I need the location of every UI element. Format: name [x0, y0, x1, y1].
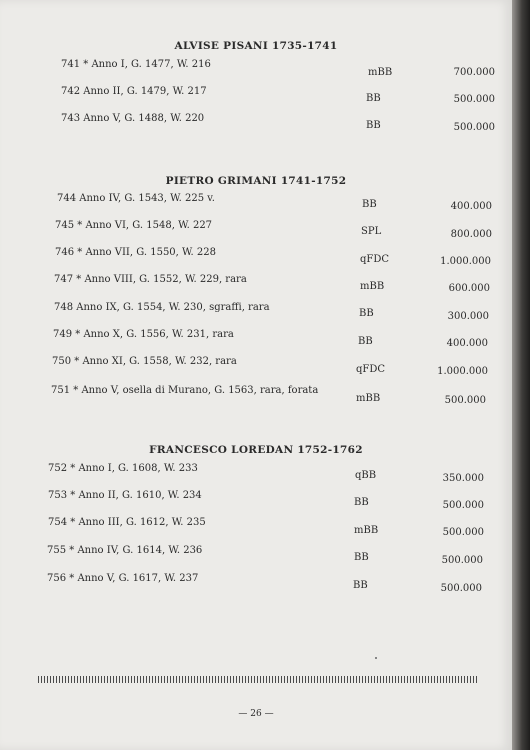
barcode-rule: [38, 676, 478, 683]
lot-price: 1.000.000: [437, 366, 488, 377]
lot-row: [0, 59, 512, 78]
lot-row: [0, 356, 512, 377]
lot-price: 500.000: [444, 395, 486, 406]
lot-grade: BB: [353, 580, 368, 591]
lot-grade: qFDC: [360, 254, 390, 265]
section-title: ALVISE PISANI 1735-1741: [174, 40, 338, 52]
lot-description: 743 Anno V, G. 1488, W. 220: [61, 113, 205, 124]
lot-price: 400.000: [446, 338, 488, 349]
section-title: FRANCESCO LOREDAN 1752-1762: [149, 444, 363, 456]
lot-row: [0, 385, 512, 406]
lot-row: [0, 573, 512, 594]
lot-row: [0, 274, 512, 294]
lot-grade: qFDC: [356, 364, 386, 375]
lot-grade: BB: [354, 552, 369, 563]
lot-price: 500.000: [442, 500, 484, 511]
lot-price: 500.000: [442, 527, 484, 538]
book-spine-shadow: [512, 0, 530, 750]
lot-grade: BB: [366, 120, 381, 131]
lot-grade: mBB: [354, 525, 379, 536]
lot-grade: BB: [358, 336, 373, 347]
lot-grade: SPL: [361, 226, 382, 237]
lot-description: 750 * Anno XI, G. 1558, W. 232, rara: [52, 356, 237, 367]
lot-grade: BB: [359, 308, 374, 319]
lot-row: [0, 490, 512, 511]
lot-grade: BB: [362, 199, 377, 210]
lot-row: [0, 545, 512, 566]
lot-row: [0, 463, 512, 484]
lot-price: 600.000: [448, 283, 490, 294]
page-number: — 26 —: [238, 709, 274, 719]
lot-description: 741 * Anno I, G. 1477, W. 216: [61, 59, 211, 70]
lot-price: 800.000: [450, 229, 492, 240]
lot-row: [0, 302, 512, 322]
lot-description: 745 * Anno VI, G. 1548, W. 227: [55, 220, 213, 231]
lot-row: [0, 247, 512, 267]
lot-grade: BB: [354, 497, 369, 508]
lot-description: 742 Anno II, G. 1479, W. 217: [61, 86, 207, 97]
lot-grade: qBB: [355, 470, 377, 481]
lot-price: 500.000: [441, 555, 483, 566]
lot-description: 748 Anno IX, G. 1554, W. 230, sgraffi, rara: [54, 302, 270, 313]
lot-row: [0, 113, 512, 133]
section-title: PIETRO GRIMANI 1741-1752: [165, 175, 347, 187]
lot-price: 700.000: [453, 67, 495, 78]
lot-row: [0, 86, 512, 105]
lot-description: 755 * Anno IV, G. 1614, W. 236: [47, 545, 203, 556]
lot-description: 752 * Anno I, G. 1608, W. 233: [48, 463, 198, 474]
lot-price: 1.000.000: [440, 256, 491, 267]
lot-price: 500.000: [453, 94, 495, 105]
lot-description: 753 * Anno II, G. 1610, W. 234: [48, 490, 202, 501]
lot-description: 754 * Anno III, G. 1612, W. 235: [48, 517, 206, 528]
lot-grade: BB: [366, 93, 381, 104]
lot-description: 744 Anno IV, G. 1543, W. 225 v.: [57, 193, 215, 204]
lot-row: [0, 193, 512, 212]
lot-grade: mBB: [368, 67, 393, 78]
lot-description: 751 * Anno V, osella di Murano, G. 1563, rara, forata: [51, 385, 319, 396]
lot-description: 749 * Anno X, G. 1556, W. 231, rara: [53, 329, 234, 340]
lot-row: [0, 329, 512, 349]
lot-grade: mBB: [356, 393, 381, 404]
lot-row: [0, 517, 512, 538]
lot-description: 746 * Anno VII, G. 1550, W. 228: [55, 247, 216, 258]
lot-price: 300.000: [447, 311, 489, 322]
lot-row: [0, 220, 512, 240]
lot-description: 756 * Anno V, G. 1617, W. 237: [47, 573, 199, 584]
lot-description: 747 * Anno VIII, G. 1552, W. 229, rara: [54, 274, 247, 285]
lot-grade: mBB: [360, 281, 385, 292]
lot-price: 350.000: [442, 473, 484, 484]
lot-price: 500.000: [440, 583, 482, 594]
paper-speck: [375, 657, 377, 659]
lot-price: 500.000: [453, 122, 495, 133]
lot-price: 400.000: [450, 201, 492, 212]
